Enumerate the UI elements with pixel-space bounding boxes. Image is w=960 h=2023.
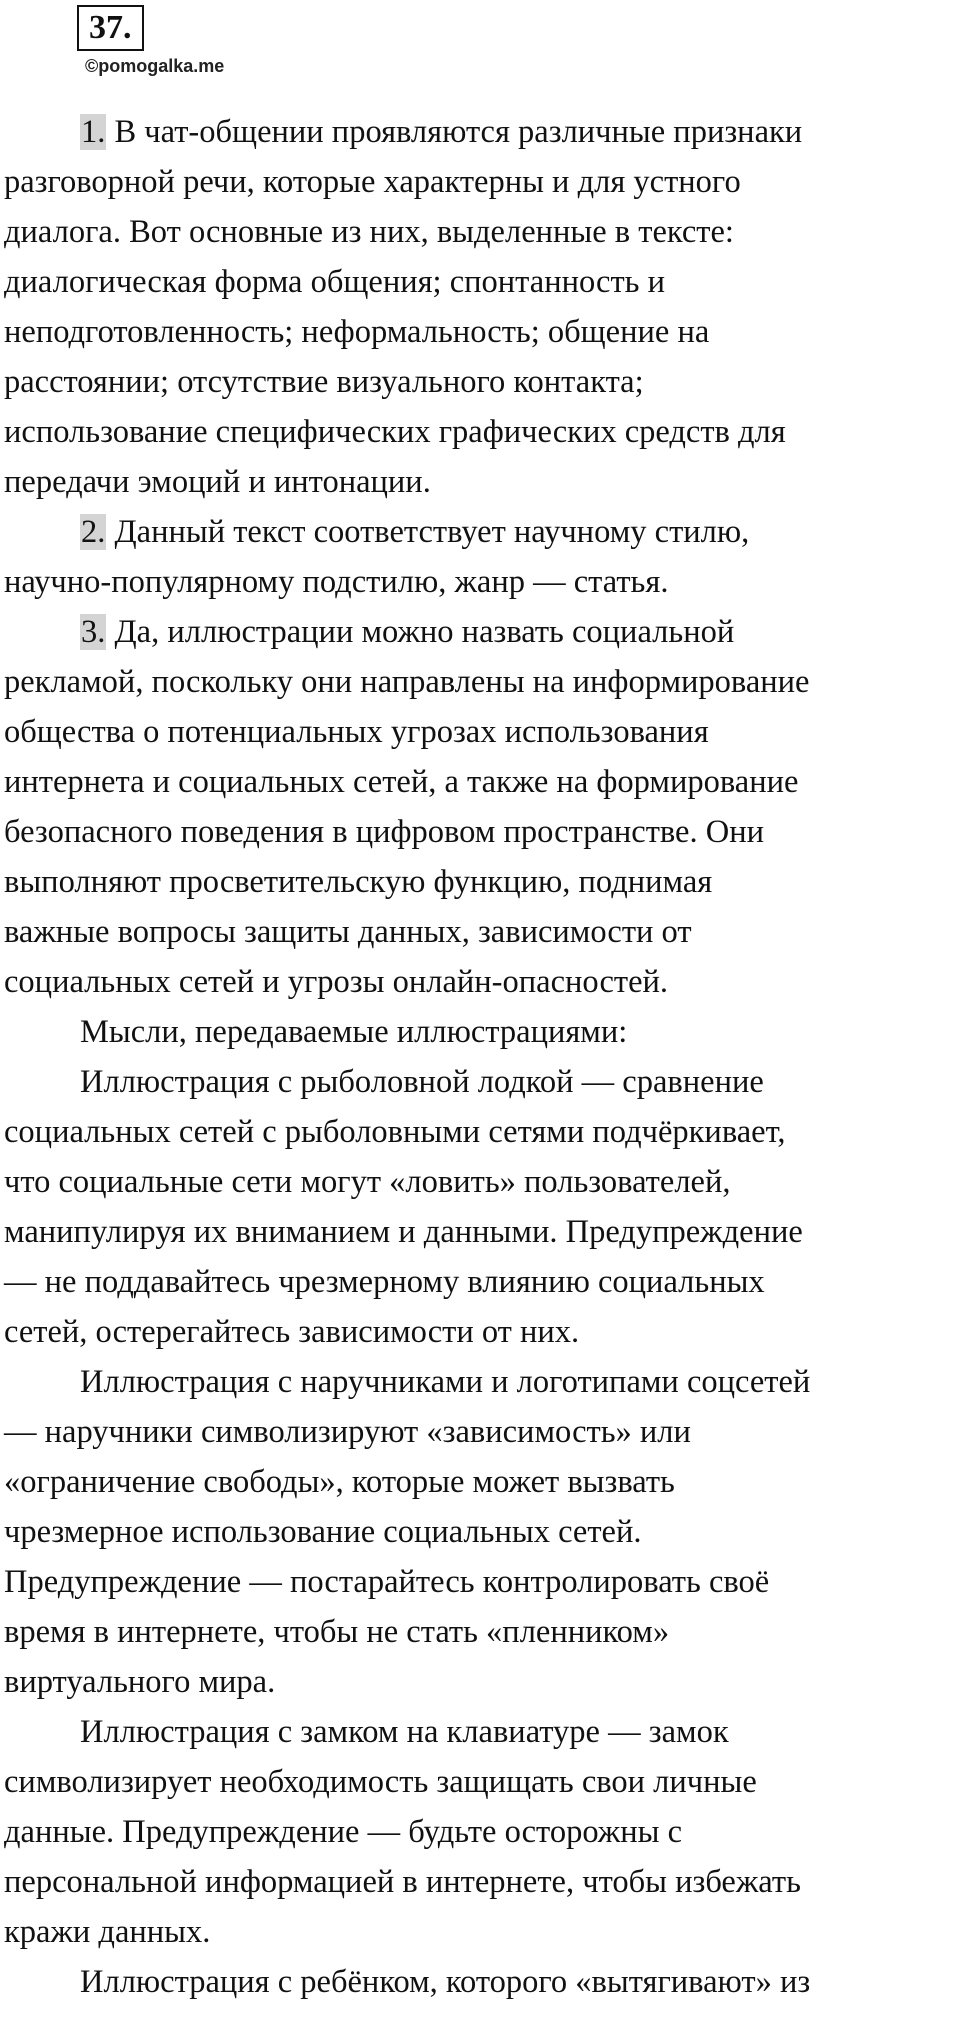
item-number-marker: 3. [81, 614, 106, 650]
text-line: Да, иллюстрации можно назвать социальной [106, 614, 735, 650]
answer-paragraph [4, 1057, 956, 1357]
text-line: передачи эмоций и интонации. [4, 464, 431, 500]
text-line: виртуального мира. [4, 1664, 276, 1700]
text-line: В чат-общении проявляются различные признаки [106, 114, 803, 150]
text-line: Иллюстрация с замком на клавиатуре — замок [80, 1714, 729, 1750]
text-line: интернета и социальных сетей, а также на формирование [4, 764, 799, 800]
text-line: Данный текст соответствует научному стилю, [106, 514, 750, 550]
text-line: рекламой, поскольку они направлены на информирование [4, 664, 810, 700]
item-number-marker: 1. [81, 114, 106, 150]
answer-paragraph [4, 507, 956, 607]
text-line: безопасного поведения в цифровом пространстве. Они [4, 814, 764, 850]
text-line: чрезмерное использование социальных сетей. [4, 1514, 642, 1550]
task-header [77, 5, 144, 51]
answer-text [4, 107, 956, 2007]
text-line: использование специфических графических средств для [4, 414, 786, 450]
text-line: символизирует необходимость защищать свои личные [4, 1764, 757, 1800]
text-line: Предупреждение — постарайтесь контролировать своё [4, 1564, 770, 1600]
text-line: разговорной речи, которые характерны и для устного [4, 164, 741, 200]
text-line: Мысли, передаваемые иллюстрациями: [80, 1014, 628, 1050]
answer-paragraph [4, 107, 956, 507]
site-watermark: ©pomogalka.me [85, 56, 225, 76]
text-line: персональной информацией в интернете, чтобы избежать [4, 1864, 801, 1900]
text-line: данные. Предупреждение — будьте осторожны с [4, 1814, 683, 1850]
text-line: важные вопросы защиты данных, зависимости от [4, 914, 692, 950]
text-line: — наручники символизируют «зависимость» или [4, 1414, 691, 1450]
answer-paragraph [4, 1707, 956, 1957]
text-line: время в интернете, чтобы не стать «пленником» [4, 1614, 670, 1650]
text-line: расстоянии; отсутствие визуального контакта; [4, 364, 644, 400]
answer-paragraph [4, 1357, 956, 1707]
text-line: сетей, остерегайтесь зависимости от них. [4, 1314, 580, 1350]
text-line: неподготовленность; неформальность; общение на [4, 314, 710, 350]
text-line: манипулируя их вниманием и данными. Предупреждение [4, 1214, 803, 1250]
answer-paragraph [4, 1007, 956, 1057]
text-line: кражи данных. [4, 1914, 211, 1950]
text-line: что социальные сети могут «ловить» пользователей, [4, 1164, 731, 1200]
answer-paragraph [4, 1957, 956, 2007]
text-line: научно-популярному подстилю, жанр — статья. [4, 564, 669, 600]
text-line: Иллюстрация с ребёнком, которого «вытягивают» из [80, 1964, 811, 2000]
text-line: Иллюстрация с рыболовной лодкой — сравнение [80, 1064, 764, 1100]
task-number-box: 37. [77, 5, 144, 51]
text-line: диалогическая форма общения; спонтанность и [4, 264, 666, 300]
text-line: «ограничение свободы», которые может вызвать [4, 1464, 675, 1500]
item-number-marker: 2. [81, 514, 106, 550]
text-line: общества о потенциальных угрозах использования [4, 714, 709, 750]
text-line: социальных сетей и угрозы онлайн-опасностей. [4, 964, 669, 1000]
answer-paragraph [4, 607, 956, 1007]
text-line: — не поддавайтесь чрезмерному влиянию социальных [4, 1264, 765, 1300]
text-line: социальных сетей с рыболовными сетями подчёркивает, [4, 1114, 786, 1150]
text-line: диалога. Вот основные из них, выделенные в тексте: [4, 214, 734, 250]
text-line: выполняют просветительскую функцию, поднимая [4, 864, 713, 900]
text-line: Иллюстрация с наручниками и логотипами соцсетей [80, 1364, 811, 1400]
